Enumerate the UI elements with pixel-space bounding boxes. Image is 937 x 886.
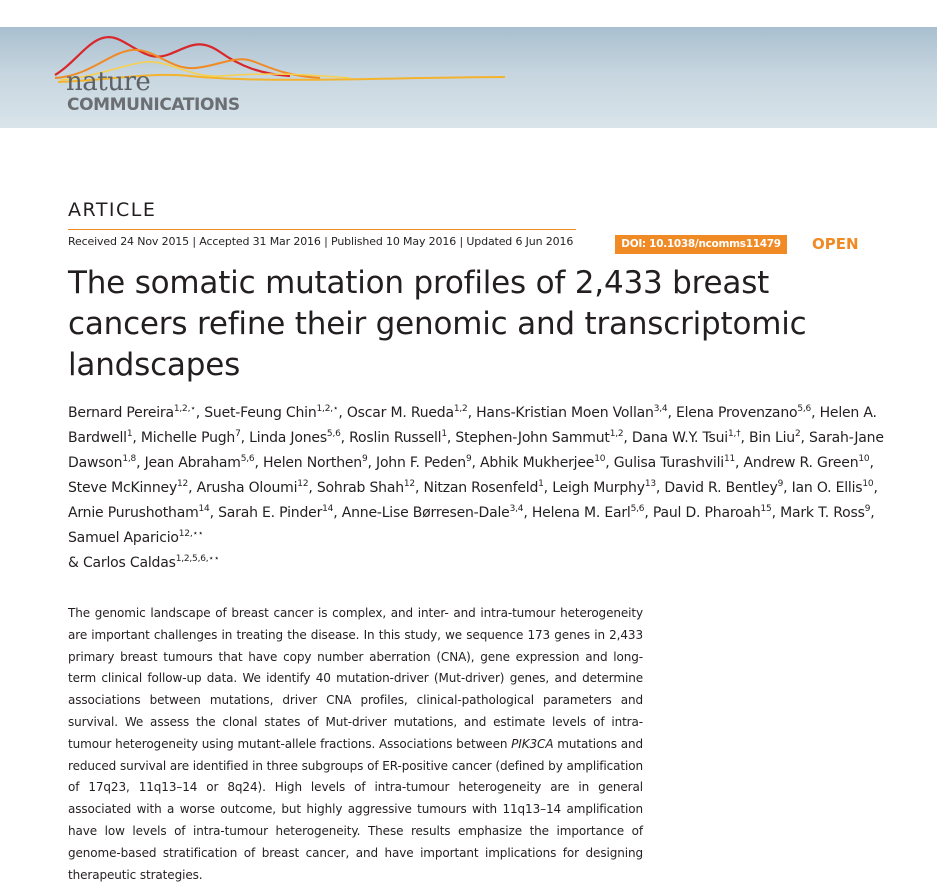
author-affiliation-marker: 14 bbox=[198, 504, 210, 514]
author-name-text: Nitzan Rosenfeld bbox=[423, 480, 539, 496]
author-name[interactable] bbox=[480, 455, 605, 471]
author-name[interactable] bbox=[676, 405, 811, 421]
author-affiliation-marker: 1,2,⋆ bbox=[316, 404, 339, 414]
doi-link[interactable]: DOI: 10.1038/ncomms11479 bbox=[615, 235, 787, 254]
journal-banner bbox=[0, 27, 937, 128]
author-name-text: Oscar M. Rueda bbox=[346, 405, 454, 421]
author-affiliation-marker: 1 bbox=[441, 429, 447, 439]
author-affiliation-marker: 1 bbox=[538, 479, 544, 489]
abstract-text-part1: The genomic landscape of breast cancer is complex, and inter- and intra-tumour heterogeneity are important challenges in treating the disease. In this study, we sequence 173 genes in 2,433 primary breast tumours that have copy number aberration (CNA), gene expression and long-term clinical follow-up data. We identify 40 mutation-driver (Mut-driver) genes, and determine associations between mutations, driver CNA profiles, clinical-pathological parameters and survival. We assess the clonal states of Mut-driver mutations, and estimate levels of intra-tumour heterogeneity using mutant-allele fractions. Associations between bbox=[68, 606, 643, 751]
author-affiliation-marker: 1 bbox=[126, 429, 133, 439]
date-separator: | bbox=[192, 235, 196, 248]
date-separator: | bbox=[324, 235, 328, 248]
author-name[interactable] bbox=[141, 430, 241, 446]
author-name[interactable] bbox=[249, 430, 340, 446]
author-name[interactable] bbox=[749, 430, 801, 446]
author-name-text: Mark T. Ross bbox=[780, 505, 865, 521]
updated-date: Updated 6 Jun 2016 bbox=[466, 235, 574, 248]
author-name[interactable] bbox=[664, 480, 783, 496]
author-name-text: Michelle Pugh bbox=[140, 430, 236, 446]
author-name-text: Sohrab Shah bbox=[316, 480, 404, 496]
author-name[interactable] bbox=[632, 430, 741, 446]
author-name-text: Samuel Aparicio bbox=[68, 530, 179, 546]
author-name-text: Bin Liu bbox=[749, 430, 795, 446]
author-name[interactable] bbox=[552, 480, 656, 496]
author-name-text: Abhik Mukherjee bbox=[480, 455, 595, 471]
author-affiliation-marker: 9 bbox=[465, 454, 472, 464]
author-name[interactable] bbox=[423, 480, 543, 496]
author-affiliation-marker: 9 bbox=[864, 504, 871, 514]
author-name-text: Suet-Feung Chin bbox=[204, 405, 317, 421]
author-name-text: & Carlos Caldas bbox=[68, 555, 176, 571]
author-affiliation-marker: 5,6 bbox=[630, 504, 645, 514]
author-name-text: Sarah-Jane Dawson bbox=[68, 430, 884, 471]
author-affiliation-marker: 12 bbox=[403, 479, 415, 489]
author-affiliation-marker: 12 bbox=[297, 479, 309, 489]
author-name-text: Gulisa Turashvili bbox=[613, 455, 724, 471]
author-affiliation-marker: 1,2 bbox=[609, 429, 624, 439]
author-name-text: Dana W.Y. Tsui bbox=[631, 430, 728, 446]
received-date: Received 24 Nov 2015 bbox=[68, 235, 189, 248]
article-type-label: ARTICLE bbox=[68, 199, 157, 221]
author-name-text: Bernard Pereira bbox=[68, 405, 174, 421]
author-name[interactable] bbox=[792, 480, 874, 496]
author-name[interactable] bbox=[68, 555, 219, 571]
author-affiliation-marker: 13 bbox=[644, 479, 656, 489]
author-affiliation-marker: 3,4 bbox=[509, 504, 524, 514]
author-affiliation-marker: 14 bbox=[322, 504, 334, 514]
article-title: The somatic mutation profiles of 2,433 breast cancers refine their genomic and transcriptomic landscapes bbox=[68, 265, 807, 383]
author-name[interactable] bbox=[68, 405, 196, 421]
publication-dates bbox=[68, 229, 576, 248]
author-name[interactable] bbox=[197, 480, 309, 496]
journal-logo-nature: nature bbox=[66, 67, 151, 97]
author-name-text: Sarah E. Pinder bbox=[218, 505, 323, 521]
accepted-date: Accepted 31 Mar 2016 bbox=[199, 235, 321, 248]
author-affiliation-marker: 1,2,5,6,⋆⋆ bbox=[175, 554, 220, 564]
abstract-text-part2: mutations and reduced survival are identified in three subgroups of ER-positive cancer (defined by amplification of 17q23, 11q13–14 or 8q24). High levels of intra-tumour heterogeneity are in general associated with a worse outcome, but highly aggressive tumours with 11q13–14 amplification have low levels of intra-tumour heterogeneity. These results emphasize the importance of genome-based stratification of breast cancer, and have important implications for designing therapeutic strategies. bbox=[68, 736, 643, 882]
date-separator: | bbox=[459, 235, 464, 248]
author-name[interactable] bbox=[780, 505, 870, 521]
author-affiliation-marker: 5,6 bbox=[797, 404, 812, 414]
author-name-text: Steve McKinney bbox=[68, 480, 178, 496]
author-affiliation-marker: 1,2 bbox=[453, 404, 468, 414]
author-name[interactable] bbox=[476, 405, 667, 421]
author-name-text: Paul D. Pharoah bbox=[652, 505, 761, 521]
author-affiliation-marker: 1,† bbox=[727, 429, 741, 439]
author-name[interactable] bbox=[204, 405, 338, 421]
author-name-text: John F. Peden bbox=[376, 455, 466, 471]
author-name-text: Jean Abraham bbox=[144, 455, 241, 471]
author-name-text: Helen Northen bbox=[262, 455, 362, 471]
author-name-text: Ian O. Ellis bbox=[791, 480, 863, 496]
author-name[interactable] bbox=[349, 430, 447, 446]
author-name[interactable] bbox=[68, 505, 210, 521]
author-name-text: Arnie Purushotham bbox=[68, 505, 199, 521]
journal-logo-communications: COMMUNICATIONS bbox=[67, 95, 240, 115]
author-name[interactable] bbox=[347, 405, 468, 421]
author-list: Bernard Pereira$^{1,2,⋆}$, Suet-Feung Chin$^{1,2,⋆}$, Oscar M. Rueda$^{1,2}$, Hans-Kristian Moen Vollan$^{3,4}$, Elena Provenzano$^{5,6}$, Helen A. Bardwell$^1$, Michelle Pugh$^7$, Linda Jones$^{5,6}$, Roslin Russell$^1$, Stephen-John Sammut$^{1,2}$, Dana W.Y. Tsui$^{1,\dagger}$, Bin Liu$^2$, Sarah-Jane Dawson$^{1,8}$, Jean Abraham$^{5,6}$, Helen Northen$^9$, John F. Peden$^9$, Abhik Mukherjee$^{10}$, Gulisa Turashvili$^{11}$, Andrew R. Green$^{10}$, Steve McKinney$^{12}$, Arusha Oloumi$^{12}$, Sohrab Shah$^{12}$, Nitzan Rosenfeld$^1$, Leigh Murphy$^{13}$, David R. Bentley$^9$, Ian O. Ellis$^{10}$, Arnie Purushotham$^{14}$, Sarah E. Pinder$^{14}$, Anne-Lise Børresen-Dale$^{3,4}$, Helena M. Earl$^{5,6}$, Paul D. Pharoah$^{15}$, Mark T. Ross$^9$, Samuel Aparicio$^{12,⋆⋆}$ & Carlos Caldas$^{1,2,5,6,⋆⋆}$ bbox=[68, 404, 884, 571]
author-name[interactable] bbox=[218, 505, 333, 521]
author-name[interactable] bbox=[263, 455, 368, 471]
author-name-text: Arusha Oloumi bbox=[196, 480, 298, 496]
author-affiliation-marker: 10 bbox=[858, 454, 870, 464]
author-name[interactable] bbox=[317, 480, 415, 496]
author-name[interactable] bbox=[68, 530, 203, 546]
author-name[interactable] bbox=[145, 455, 255, 471]
author-name[interactable] bbox=[342, 505, 524, 521]
published-date: Published 10 May 2016 bbox=[331, 235, 457, 248]
author-name-text: Linda Jones bbox=[249, 430, 327, 446]
author-name[interactable] bbox=[744, 455, 870, 471]
author-affiliation-marker: 12,⋆⋆ bbox=[178, 529, 204, 539]
author-affiliation-marker: 11 bbox=[723, 454, 736, 464]
author-name[interactable] bbox=[455, 430, 623, 446]
author-affiliation-marker: 9 bbox=[361, 454, 368, 464]
author-name[interactable] bbox=[532, 505, 645, 521]
author-name-text: Elena Provenzano bbox=[675, 405, 798, 421]
author-name-text: Hans-Kristian Moen Vollan bbox=[476, 405, 654, 421]
author-name[interactable] bbox=[653, 505, 772, 521]
author-name-text: Anne-Lise Børresen-Dale bbox=[341, 505, 510, 521]
author-name[interactable] bbox=[614, 455, 735, 471]
author-affiliation-marker: 15 bbox=[760, 504, 772, 514]
author-name[interactable] bbox=[376, 455, 471, 471]
author-name-text: Helena M. Earl bbox=[531, 505, 631, 521]
author-affiliation-marker: 10 bbox=[862, 479, 874, 489]
author-affiliation-marker: 9 bbox=[777, 479, 784, 489]
author-name-text: Stephen-John Sammut bbox=[455, 430, 610, 446]
author-affiliation-marker: 5,6 bbox=[326, 429, 341, 439]
author-affiliation-marker: 3,4 bbox=[653, 404, 668, 414]
author-name-text: Roslin Russell bbox=[349, 430, 442, 446]
open-access-label: OPEN bbox=[812, 235, 859, 253]
author-affiliation-marker: 1,8 bbox=[122, 454, 137, 464]
author-affiliation-marker: 10 bbox=[594, 454, 606, 464]
author-name[interactable] bbox=[68, 480, 188, 496]
author-affiliation-marker: 2 bbox=[794, 429, 801, 439]
author-affiliation-marker: 5,6 bbox=[240, 454, 255, 464]
author-name-text: Helen A. Bardwell bbox=[68, 405, 877, 446]
author-affiliation-marker: 7 bbox=[235, 429, 241, 439]
author-name-text: David R. Bentley bbox=[664, 480, 778, 496]
author-affiliation-marker: 1,2,⋆ bbox=[173, 404, 196, 414]
gene-name-pik3ca: PIK3CA bbox=[511, 736, 554, 751]
author-name-text: Leigh Murphy bbox=[552, 480, 645, 496]
author-name-text: Andrew R. Green bbox=[743, 455, 859, 471]
abstract-paragraph bbox=[68, 603, 643, 886]
author-affiliation-marker: 12 bbox=[177, 479, 189, 489]
